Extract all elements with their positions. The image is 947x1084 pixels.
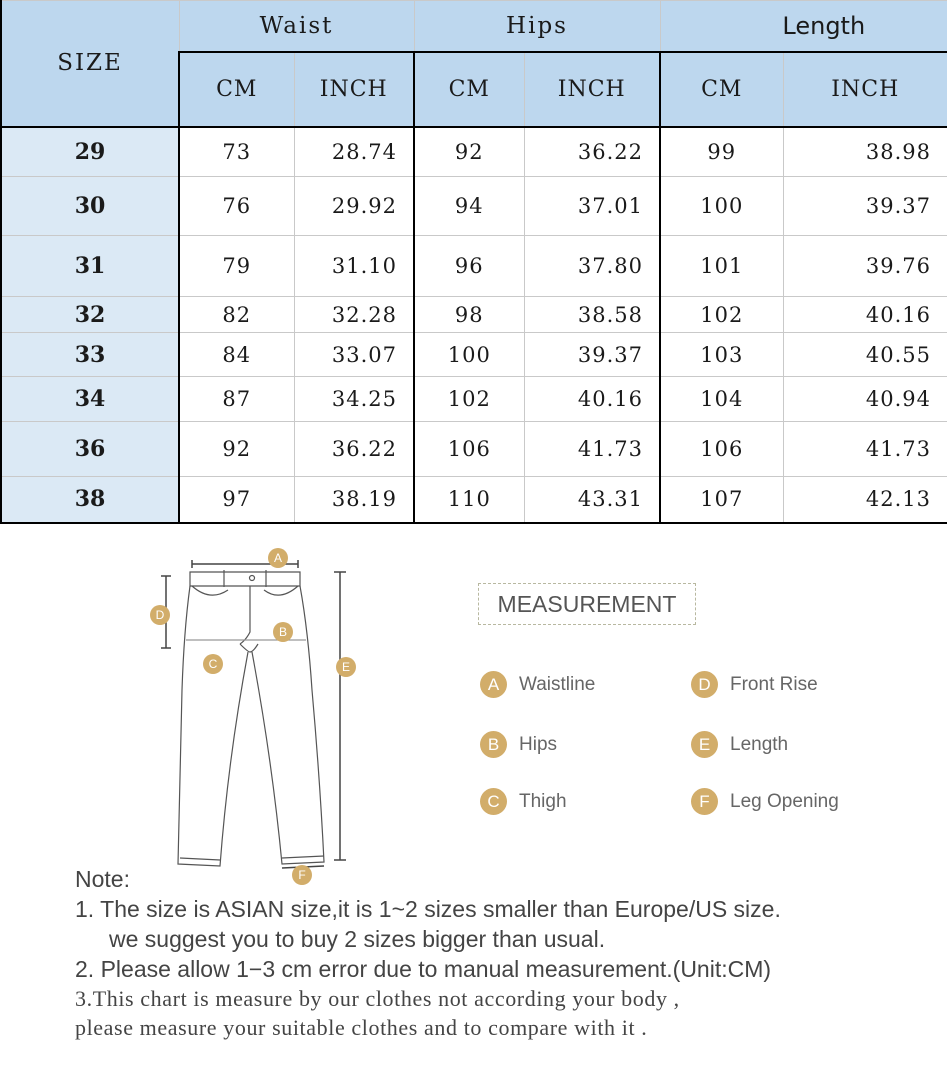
legend-label: Waistline [519, 673, 596, 695]
hips-cm-cell: 94 [414, 177, 524, 236]
note-line-1: 1. The size is ASIAN size,it is 1~2 sizes smaller than Europe/US size. [75, 896, 781, 922]
length-cm-cell: 103 [660, 333, 783, 377]
length-cm-cell: 107 [660, 477, 783, 523]
legend-item-length [691, 731, 788, 758]
table-row [1, 236, 947, 297]
length-cm-cell: 102 [660, 297, 783, 333]
length-inch-cell: 40.94 [783, 377, 947, 422]
waist-inch-cell: 38.19 [294, 477, 414, 523]
length-inch-cell: 39.37 [783, 177, 947, 236]
size-cell: 32 [1, 297, 179, 333]
hips-cm-cell: 96 [414, 236, 524, 297]
legend-item-leg-opening [691, 788, 839, 815]
left-leg-outline [178, 586, 248, 866]
hips-inch-cell: 37.80 [524, 236, 660, 297]
hips-inch-cell: 38.58 [524, 297, 660, 333]
length-inch-header: INCH [783, 52, 947, 127]
length-inch-cell: 42.13 [783, 477, 947, 523]
hips-cm-cell: 102 [414, 377, 524, 422]
size-cell: 29 [1, 127, 179, 177]
table-row [1, 377, 947, 422]
table-row [1, 477, 947, 523]
waist-inch-cell: 36.22 [294, 422, 414, 477]
hips-cm-header: CM [414, 52, 524, 127]
hips-inch-cell: 36.22 [524, 127, 660, 177]
length-cm-cell: 106 [660, 422, 783, 477]
marker-c-label: C [208, 657, 218, 671]
hips-cm-cell: 92 [414, 127, 524, 177]
size-chart-table [0, 0, 947, 524]
table-row [1, 333, 947, 377]
waist-cm-cell: 97 [179, 477, 294, 523]
table-row [1, 297, 947, 333]
length-inch-cell: 41.73 [783, 422, 947, 477]
marker-b-label: B [278, 625, 288, 639]
note-line-3-continued: please measure your suitable clothes and to compare with it . [75, 1015, 648, 1040]
waist-cm-cell: 84 [179, 333, 294, 377]
length-inch-cell: 40.55 [783, 333, 947, 377]
waist-cm-cell: 82 [179, 297, 294, 333]
note-heading: Note: [75, 866, 130, 892]
marker-d-label: D [155, 608, 165, 622]
size-cell: 33 [1, 333, 179, 377]
hips-inch-cell: 40.16 [524, 377, 660, 422]
length-inch-cell: 38.98 [783, 127, 947, 177]
table-row [1, 422, 947, 477]
waist-inch-cell: 32.28 [294, 297, 414, 333]
size-cell: 36 [1, 422, 179, 477]
length-inch-cell: 40.16 [783, 297, 947, 333]
length-cm-cell: 100 [660, 177, 783, 236]
hips-cm-cell: 106 [414, 422, 524, 477]
length-inch-cell: 39.76 [783, 236, 947, 297]
letter-a-badge: A [480, 671, 507, 698]
size-cell: 38 [1, 477, 179, 523]
length-cm-cell: 101 [660, 236, 783, 297]
hips-inch-cell: 41.73 [524, 422, 660, 477]
hips-header: Hips [414, 1, 660, 52]
hips-cm-cell: 100 [414, 333, 524, 377]
waist-inch-cell: 28.74 [294, 127, 414, 177]
hips-cm-cell: 98 [414, 297, 524, 333]
legend-label: Thigh [519, 790, 567, 812]
waist-inch-cell: 29.92 [294, 177, 414, 236]
note-line-3: 3.This chart is measure by our clothes not according your body , [75, 986, 680, 1011]
waist-cm-cell: 87 [179, 377, 294, 422]
hips-inch-header: INCH [524, 52, 660, 127]
letter-d-badge: D [691, 671, 718, 698]
note-line-2: 2. Please allow 1−3 cm error due to manual measurement.(Unit:CM) [75, 956, 772, 982]
size-header: SIZE [1, 1, 179, 127]
waist-inch-cell: 33.07 [294, 333, 414, 377]
size-cell: 31 [1, 236, 179, 297]
waist-inch-cell: 31.10 [294, 236, 414, 297]
note-line-1-continued: we suggest you to buy 2 sizes bigger than usual. [109, 926, 606, 952]
waist-inch-header: INCH [294, 52, 414, 127]
legend-item-front-rise [691, 671, 818, 698]
length-cm-header: CM [660, 52, 783, 127]
letter-e-badge: E [691, 731, 718, 758]
legend-label: Front Rise [730, 673, 818, 695]
measurement-title: MEASUREMENT [478, 583, 696, 625]
legend-item-hips [480, 731, 557, 758]
marker-e-label: E [341, 660, 351, 674]
waist-cm-cell: 76 [179, 177, 294, 236]
letter-f-badge: F [691, 788, 718, 815]
marker-f-label: F [298, 868, 306, 882]
hips-cm-cell: 110 [414, 477, 524, 523]
legend-item-waistline [480, 671, 595, 698]
table-row [1, 127, 947, 177]
notes-section [75, 864, 935, 1042]
waist-cm-cell: 92 [179, 422, 294, 477]
waist-inch-cell: 34.25 [294, 377, 414, 422]
length-header: Length [660, 1, 947, 52]
pants-diagram [140, 540, 380, 890]
waist-cm-header: CM [179, 52, 294, 127]
size-cell: 34 [1, 377, 179, 422]
letter-b-badge: B [480, 731, 507, 758]
letter-c-badge: C [480, 788, 507, 815]
waist-cm-cell: 73 [179, 127, 294, 177]
legend-item-thigh [480, 788, 567, 815]
hips-inch-cell: 37.01 [524, 177, 660, 236]
legend-label: Leg Opening [730, 790, 839, 812]
size-cell: 30 [1, 177, 179, 236]
length-cm-cell: 104 [660, 377, 783, 422]
hips-inch-cell: 39.37 [524, 333, 660, 377]
table-row [1, 177, 947, 236]
legend-label: Hips [519, 733, 558, 755]
length-cm-cell: 99 [660, 127, 783, 177]
hips-inch-cell: 43.31 [524, 477, 660, 523]
waist-header: Waist [179, 1, 414, 52]
legend-label: Length [730, 733, 789, 755]
waist-cm-cell: 79 [179, 236, 294, 297]
waistband-outline [190, 572, 300, 586]
marker-a-label: A [273, 551, 283, 565]
